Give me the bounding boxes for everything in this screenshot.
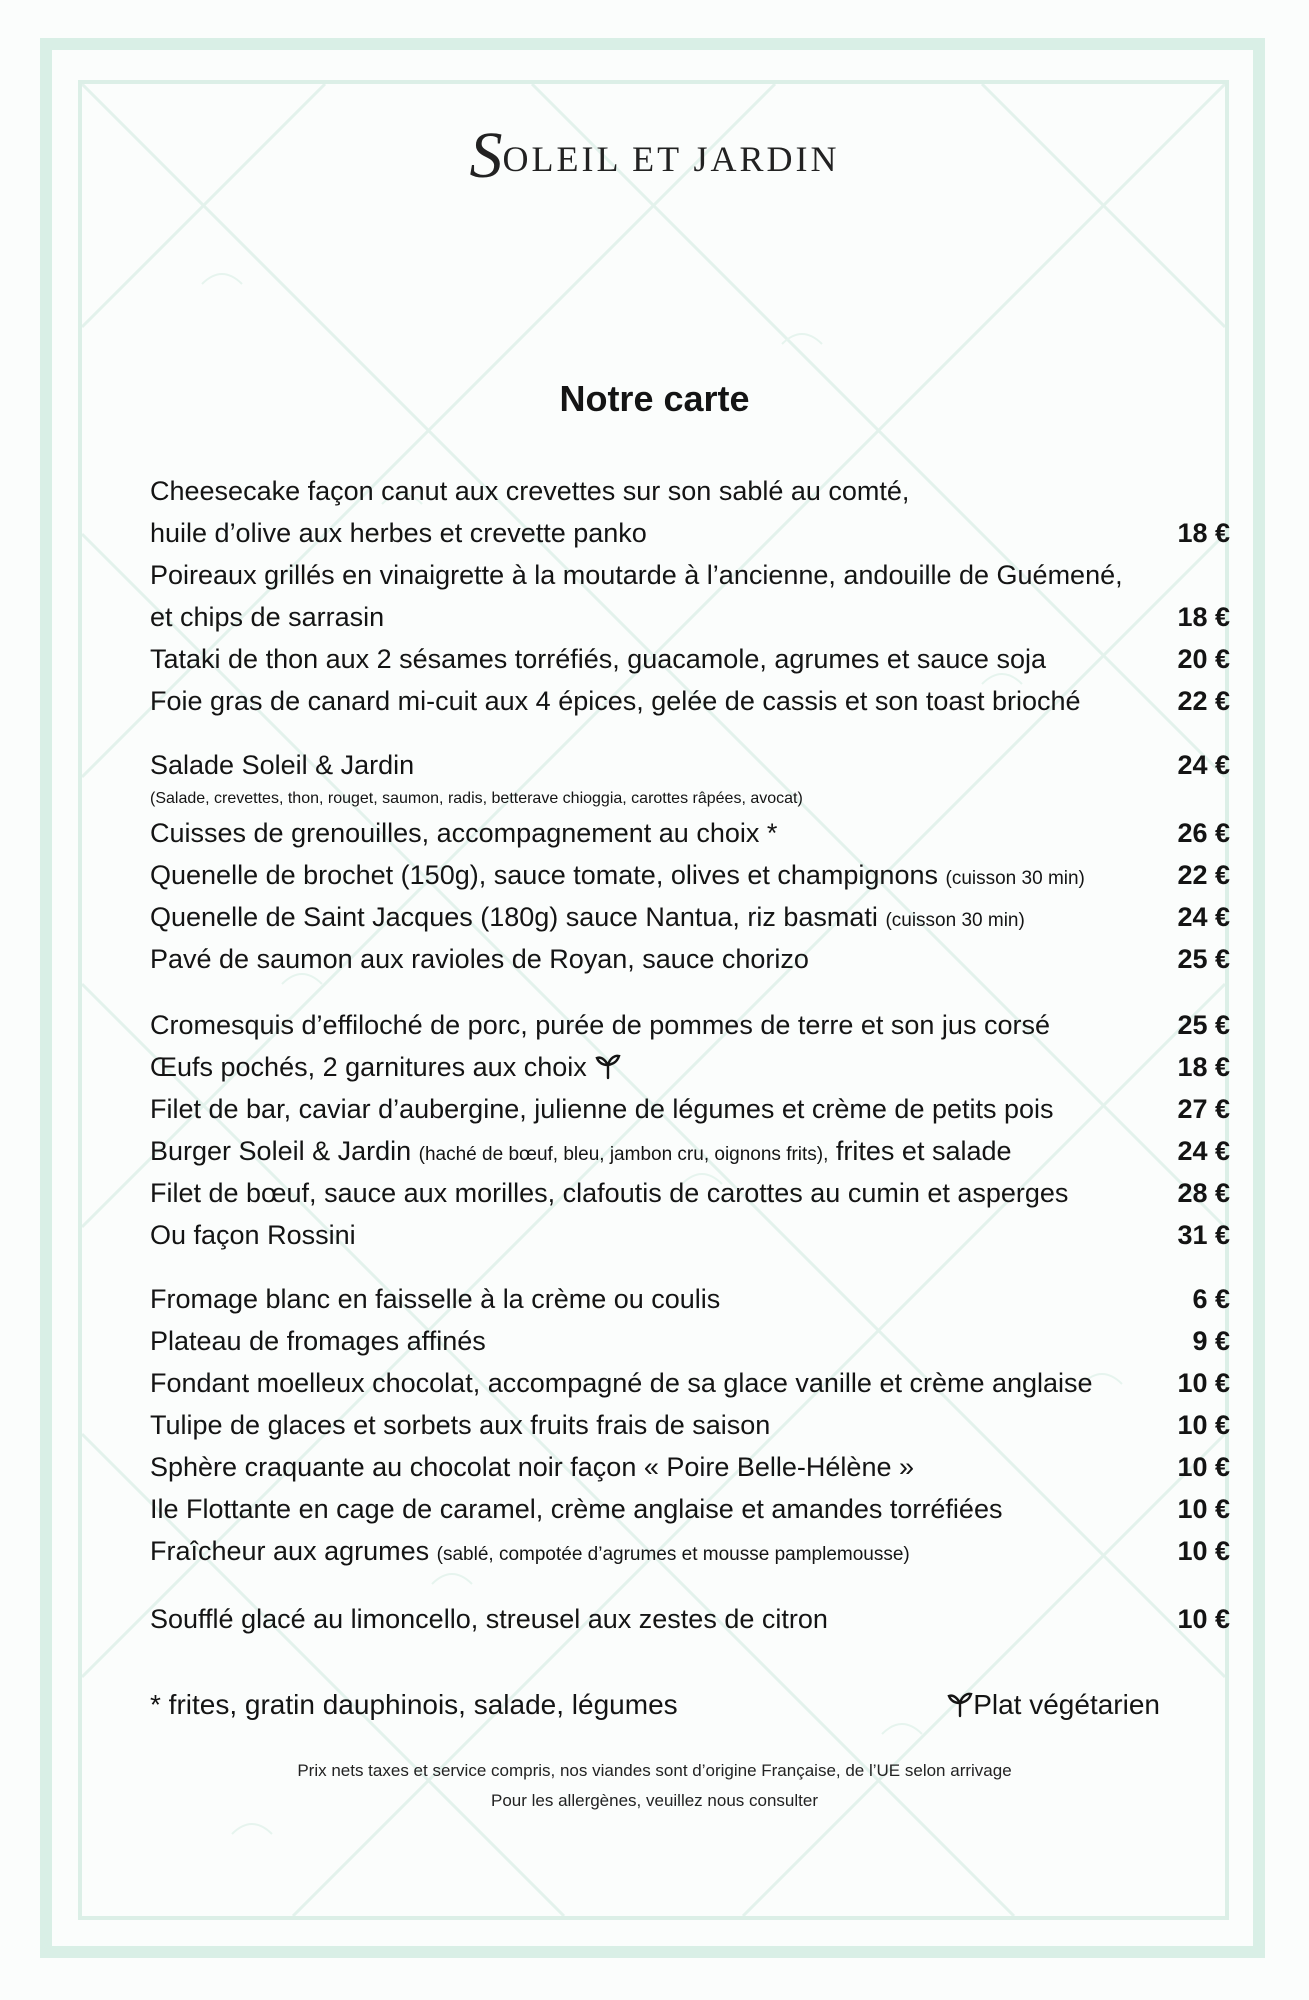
dish-description <box>150 786 1230 812</box>
dish-price: 22 € <box>1177 686 1230 716</box>
dish-price: 10 € <box>1177 1452 1230 1482</box>
menu-item <box>150 1004 1230 1046</box>
dish-name: Cheesecake façon canut aux crevettes sur son sablé au comté, <box>150 476 910 506</box>
dish-price: 10 € <box>1177 1536 1230 1566</box>
dish-detail: (cuisson 30 min) <box>945 868 1085 889</box>
menu-item <box>150 1172 1230 1214</box>
menu-item <box>150 1046 1230 1088</box>
dish-price: 9 € <box>1192 1326 1230 1356</box>
menu-item <box>150 744 1230 786</box>
dish-name: Œufs pochés, 2 garnitures aux choix <box>150 1052 587 1082</box>
dish-price: 26 € <box>1177 818 1230 848</box>
legal-line: Pour les allergènes, veuillez nous consulter <box>491 1791 818 1810</box>
menu-item <box>150 812 1230 854</box>
dish-name: Soufflé glacé au limoncello, streusel aux zestes de citron <box>150 1604 828 1634</box>
menu-section <box>150 1004 1230 1256</box>
menu-item <box>150 554 1230 596</box>
menu-item <box>150 1278 1230 1320</box>
legal-notice <box>0 1756 1309 1816</box>
menu-item <box>150 596 1230 638</box>
menu-item <box>150 512 1230 554</box>
dish-price: 31 € <box>1177 1220 1230 1250</box>
dish-name: Cromesquis d’effiloché de porc, purée de pommes de terre et son jus corsé <box>150 1010 1050 1040</box>
menu-item <box>150 1320 1230 1362</box>
sprout-icon <box>595 1052 621 1080</box>
dish-price: 25 € <box>1177 1010 1230 1040</box>
menu-item <box>150 1088 1230 1130</box>
logo-monogram: S <box>469 119 503 192</box>
dish-name: Quenelle de brochet (150g), sauce tomate, olives et champignons <box>150 860 938 890</box>
dish-price: 24 € <box>1177 1136 1230 1166</box>
dish-name: Foie gras de canard mi-cuit aux 4 épices, gelée de cassis et son toast brioché <box>150 686 1081 716</box>
dish-price: 10 € <box>1177 1410 1230 1440</box>
dish-price: 10 € <box>1177 1368 1230 1398</box>
menu-item <box>150 1530 1230 1572</box>
menu-section <box>150 470 1230 722</box>
dish-name: Burger Soleil & Jardin <box>150 1136 412 1166</box>
dish-detail: (haché de bœuf, bleu, jambon cru, oignons frits), <box>418 1144 829 1165</box>
menu-item <box>150 1404 1230 1446</box>
menu-item <box>150 638 1230 680</box>
restaurant-logo <box>0 118 1309 194</box>
menu-item <box>150 1488 1230 1530</box>
dish-name: Fondant moelleux chocolat, accompagné de sa glace vanille et crème anglaise <box>150 1368 1093 1398</box>
dish-name: Cuisses de grenouilles, accompagnement au choix * <box>150 818 778 848</box>
dish-price: 18 € <box>1177 1052 1230 1082</box>
dish-name: Filet de bar, caviar d’aubergine, julienne de légumes et crème de petits pois <box>150 1094 1054 1124</box>
dish-name: Fraîcheur aux agrumes <box>150 1536 430 1566</box>
dish-name: Ile Flottante en cage de caramel, crème anglaise et amandes torréfiées <box>150 1494 1003 1524</box>
menu-title: Notre carte <box>559 378 750 419</box>
dish-detail: (sablé, compotée d’agrumes et mousse pamplemousse) <box>436 1544 910 1565</box>
dish-price: 18 € <box>1177 518 1230 548</box>
vegetarian-legend <box>939 1683 1160 1727</box>
sprout-icon <box>947 1690 973 1718</box>
menu-section <box>150 744 1230 980</box>
dish-name: Fromage blanc en faisselle à la crème ou coulis <box>150 1284 721 1314</box>
menu-items <box>150 470 1230 1640</box>
dish-name: Quenelle de Saint Jacques (180g) sauce Nantua, riz basmati <box>150 902 878 932</box>
dish-name: Plateau de fromages affinés <box>150 1326 486 1356</box>
dish-name: Tulipe de glaces et sorbets aux fruits frais de saison <box>150 1410 771 1440</box>
menu-section <box>150 1598 1230 1640</box>
dish-name: et chips de sarrasin <box>150 602 385 632</box>
menu-item <box>150 896 1230 938</box>
menu-item <box>150 1598 1230 1640</box>
menu-item <box>150 854 1230 896</box>
accompaniment-footnote: * frites, gratin dauphinois, salade, légumes <box>150 1689 678 1720</box>
dish-price: 27 € <box>1177 1094 1230 1124</box>
dish-price: 22 € <box>1177 860 1230 890</box>
dish-detail: (cuisson 30 min) <box>885 910 1025 931</box>
menu-item <box>150 938 1230 980</box>
dish-price: 24 € <box>1177 902 1230 932</box>
menu-section <box>150 1278 1230 1572</box>
dish-name: Poireaux grillés en vinaigrette à la moutarde à l’ancienne, andouille de Guémené, <box>150 560 1123 590</box>
menu-item <box>150 1446 1230 1488</box>
dish-price: 6 € <box>1192 1284 1230 1314</box>
dish-price: 10 € <box>1177 1604 1230 1634</box>
vegetarian-legend-label: Plat végétarien <box>973 1689 1160 1720</box>
dish-name: Ou façon Rossini <box>150 1220 356 1250</box>
dish-name: (Salade, crevettes, thon, rouget, saumon, radis, betterave chioggia, carottes râpées, avocat) <box>150 790 803 807</box>
menu-item <box>150 680 1230 722</box>
menu-item <box>150 1362 1230 1404</box>
footnotes <box>150 1683 1160 1727</box>
dish-name: Pavé de saumon aux ravioles de Royan, sauce chorizo <box>150 944 809 974</box>
dish-name: Tataki de thon aux 2 sésames torréfiés, guacamole, agrumes et sauce soja <box>150 644 1046 674</box>
dish-price: 24 € <box>1177 750 1230 780</box>
dish-price: 25 € <box>1177 944 1230 974</box>
dish-name: Salade Soleil & Jardin <box>150 750 415 780</box>
dish-name: Filet de bœuf, sauce aux morilles, clafoutis de carottes au cumin et asperges <box>150 1178 1069 1208</box>
dish-name: Sphère craquante au chocolat noir façon « Poire Belle-Hélène » <box>150 1452 914 1482</box>
logo-wordmark: OLEIL ET JARDIN <box>502 139 840 179</box>
menu-item <box>150 1130 1230 1172</box>
dish-name: huile d’olive aux herbes et crevette panko <box>150 518 647 548</box>
dish-name-suffix: frites et salade <box>828 1136 1012 1166</box>
menu-item <box>150 470 1230 512</box>
dish-price: 28 € <box>1177 1178 1230 1208</box>
dish-price: 20 € <box>1177 644 1230 674</box>
menu-item <box>150 1214 1230 1256</box>
dish-price: 10 € <box>1177 1494 1230 1524</box>
dish-price: 18 € <box>1177 602 1230 632</box>
legal-line: Prix nets taxes et service compris, nos viandes sont d’origine Française, de l’UE selon arrivage <box>297 1761 1012 1780</box>
